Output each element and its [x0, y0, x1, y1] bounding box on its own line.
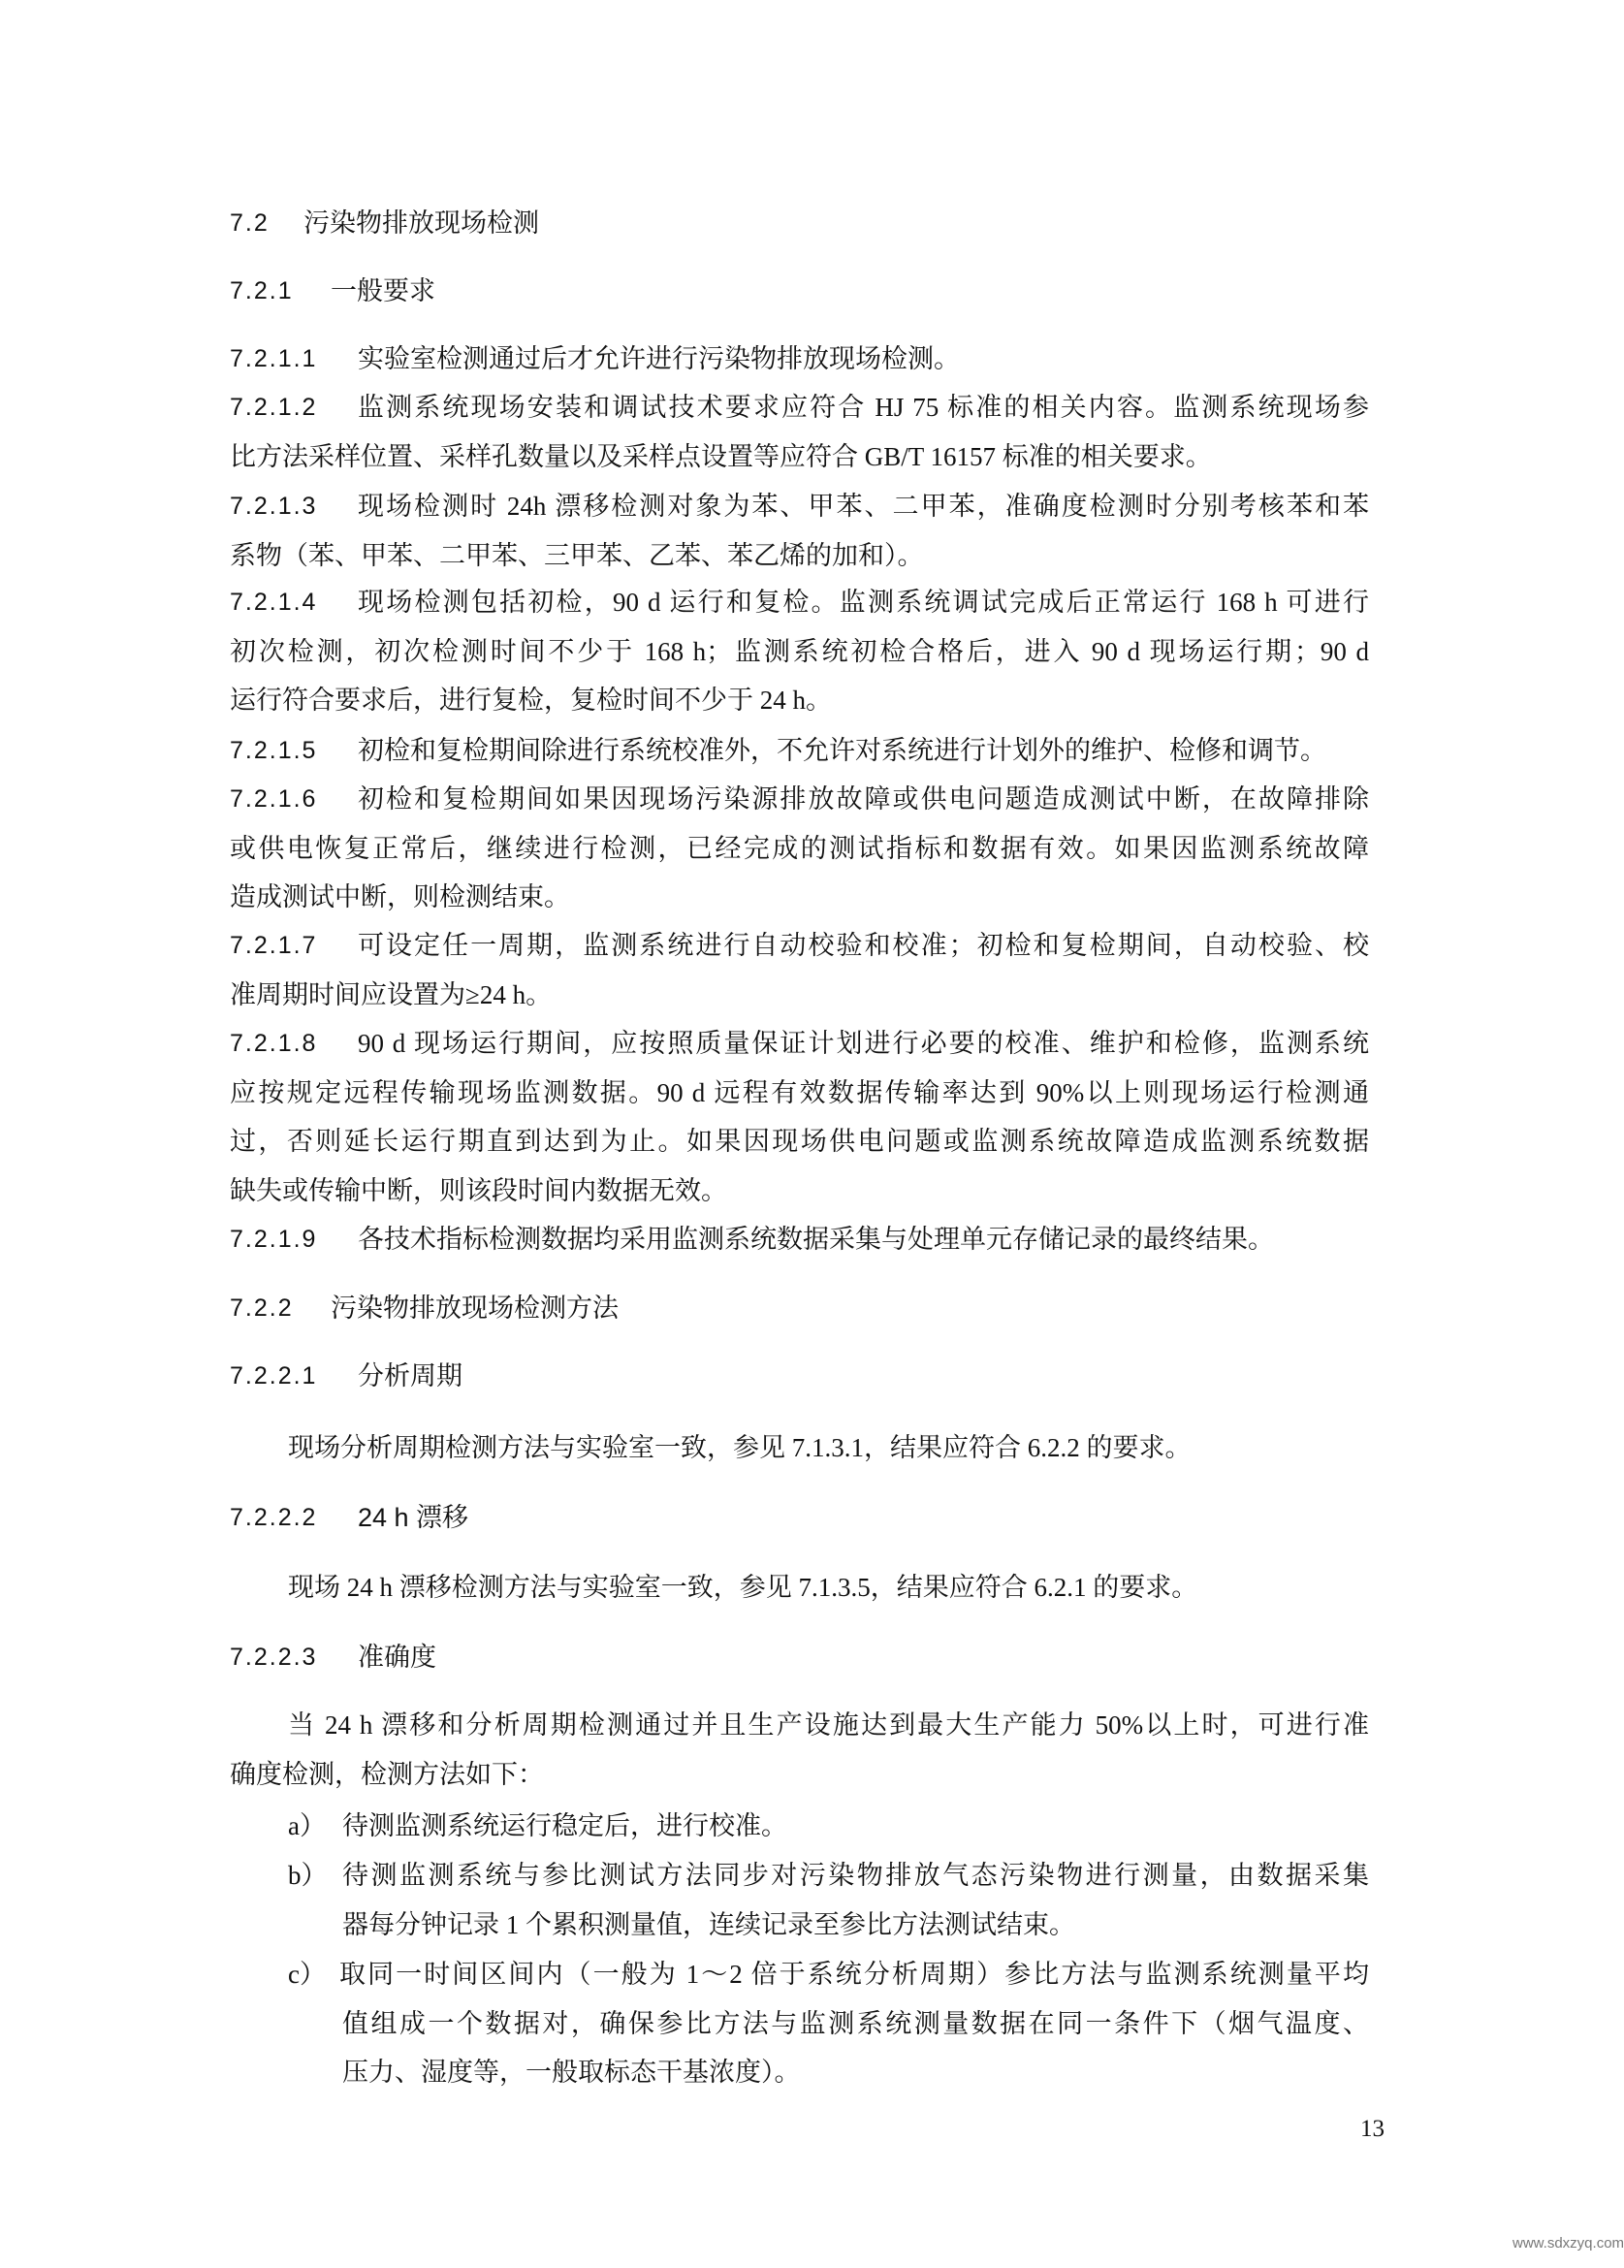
watermark: www.sdxzyq.com [1513, 2235, 1624, 2252]
clause-heading-title: 准确度 [358, 1643, 436, 1672]
clause-number: 7.2.1.4 [230, 589, 318, 616]
subsection-heading-number: 7.2.2 [230, 1294, 294, 1322]
clause-number: 7.2.1.3 [230, 493, 318, 520]
clause-text-line: 现场检测包括初检，90 d 运行和复检。监测系统调试完成后正常运行 168 h 可进行 [358, 588, 1369, 617]
subsection-heading-number: 7.2.1 [230, 277, 294, 304]
list-item-text-line: 待测监测系统运行稳定后，进行校准。 [342, 1811, 787, 1840]
subsection-heading-title: 污染物排放现场检测方法 [331, 1294, 619, 1323]
clause-number: 7.2.1.9 [230, 1226, 318, 1253]
section-heading-title: 污染物排放现场检测 [303, 208, 539, 238]
list-marker: c） [288, 1960, 326, 1989]
page-number: 13 [1360, 2116, 1385, 2142]
paragraph-line: 现场 24 h 漂移检测方法与实验室一致，参见 7.1.3.5，结果应符合 6.2.1 的要求。 [288, 1573, 1198, 1602]
clause-text-line: 应按规定远程传输现场监测数据。90 d 远程有效数据传输率达到 90%以上则现场运行检测通 [230, 1077, 1369, 1107]
list-item-text-line: 取同一时间区间内（一般为 1～2 倍于系统分析周期）参比方法与监测系统测量平均 [339, 1960, 1369, 1989]
clause-number: 7.2.1.5 [230, 737, 318, 764]
subsection-heading-title: 一般要求 [331, 276, 435, 305]
clause-text-line: 过，否则延长运行期直到达到为止。如果因现场供电问题或监测系统故障造成监测系统数据 [230, 1127, 1369, 1157]
clause-heading-number: 7.2.2.3 [230, 1644, 318, 1671]
list-item-text-line: 压力、湿度等，一般取标态干基浓度）。 [342, 2058, 801, 2087]
section-heading-number: 7.2 [230, 209, 270, 237]
list-marker: a） [288, 1811, 326, 1840]
paragraph-line: 当 24 h 漂移和分析周期检测通过并且生产设施达到最大生产能力 50%以上时，可进行准 [288, 1710, 1369, 1740]
clause-text-line: 比方法采样位置、采样孔数量以及采样点设置等应符合 GB/T 16157 标准的相关要求。 [230, 441, 1212, 471]
list-item-text-line: 器每分钟记录 1 个累积测量值，连续记录至参比方法测试结束。 [342, 1909, 1075, 1939]
clause-text-line: 运行符合要求后，进行复检，复检时间不少于 24 h。 [230, 686, 832, 716]
list-item-text-line: 待测监测系统与参比测试方法同步对污染物排放气态污染物进行测量，由数据采集 [342, 1861, 1369, 1890]
clause-text-line: 现场检测时 24h 漂移检测对象为苯、甲苯、二甲苯，准确度检测时分别考核苯和苯 [358, 492, 1369, 521]
list-item-text-line: 值组成一个数据对，确保参比方法与监测系统测量数据在同一条件下（烟气温度、 [342, 2008, 1369, 2038]
clause-heading-number: 7.2.2.1 [230, 1362, 318, 1390]
clause-heading-number: 7.2.2.2 [230, 1504, 318, 1531]
clause-text-line: 90 d 现场运行期间，应按照质量保证计划进行必要的校准、维护和检修，监测系统 [358, 1029, 1369, 1058]
clause-heading-title: 分析周期 [358, 1361, 462, 1390]
clause-text-line: 初次检测，初次检测时间不少于 168 h；监测系统初检合格后，进入 90 d 现场运行期；90 d [230, 636, 1369, 666]
clause-text-line: 监测系统现场安装和调试技术要求应符合 HJ 75 标准的相关内容。监测系统现场参 [358, 393, 1369, 422]
paragraph-line: 现场分析周期检测方法与实验室一致，参见 7.1.3.1，结果应符合 6.2.2 的要求。 [288, 1433, 1192, 1462]
list-marker: b） [288, 1861, 328, 1890]
clause-text-line: 初检和复检期间如果因现场污染源排放故障或供电问题造成测试中断，在故障排除 [358, 784, 1369, 814]
clause-number: 7.2.1.7 [230, 932, 318, 959]
clause-text-line: 实验室检测通过后才允许进行污染物排放现场检测。 [358, 344, 960, 373]
clause-text-line: 初检和复检期间除进行系统校准外，不允许对系统进行计划外的维护、检修和调节。 [358, 736, 1326, 765]
clause-number: 7.2.1.8 [230, 1030, 318, 1057]
clause-text-line: 或供电恢复正常后，继续进行检测，已经完成的测试指标和数据有效。如果因监测系统故障 [230, 833, 1369, 863]
clause-heading-title: 24 h 漂移 [358, 1503, 469, 1532]
clause-text-line: 缺失或传输中断，则该段时间内数据无效。 [230, 1175, 727, 1205]
paragraph-line: 确度检测，检测方法如下： [230, 1760, 544, 1789]
clause-number: 7.2.1.2 [230, 394, 318, 421]
clause-number: 7.2.1.6 [230, 785, 318, 813]
clause-text-line: 准周期时间应设置为≥24 h。 [230, 979, 553, 1009]
clause-text-line: 造成测试中断，则检测结束。 [230, 882, 570, 912]
clause-text-line: 各技术指标检测数据均采用监测系统数据采集与处理单元存储记录的最终结果。 [358, 1225, 1274, 1254]
clause-text-line: 可设定任一周期，监测系统进行自动校验和校准；初检和复检期间，自动校验、校 [358, 931, 1369, 960]
clause-number: 7.2.1.1 [230, 345, 318, 372]
clause-text-line: 系物（苯、甲苯、二甲苯、三甲苯、乙苯、苯乙烯的加和）。 [230, 540, 924, 570]
